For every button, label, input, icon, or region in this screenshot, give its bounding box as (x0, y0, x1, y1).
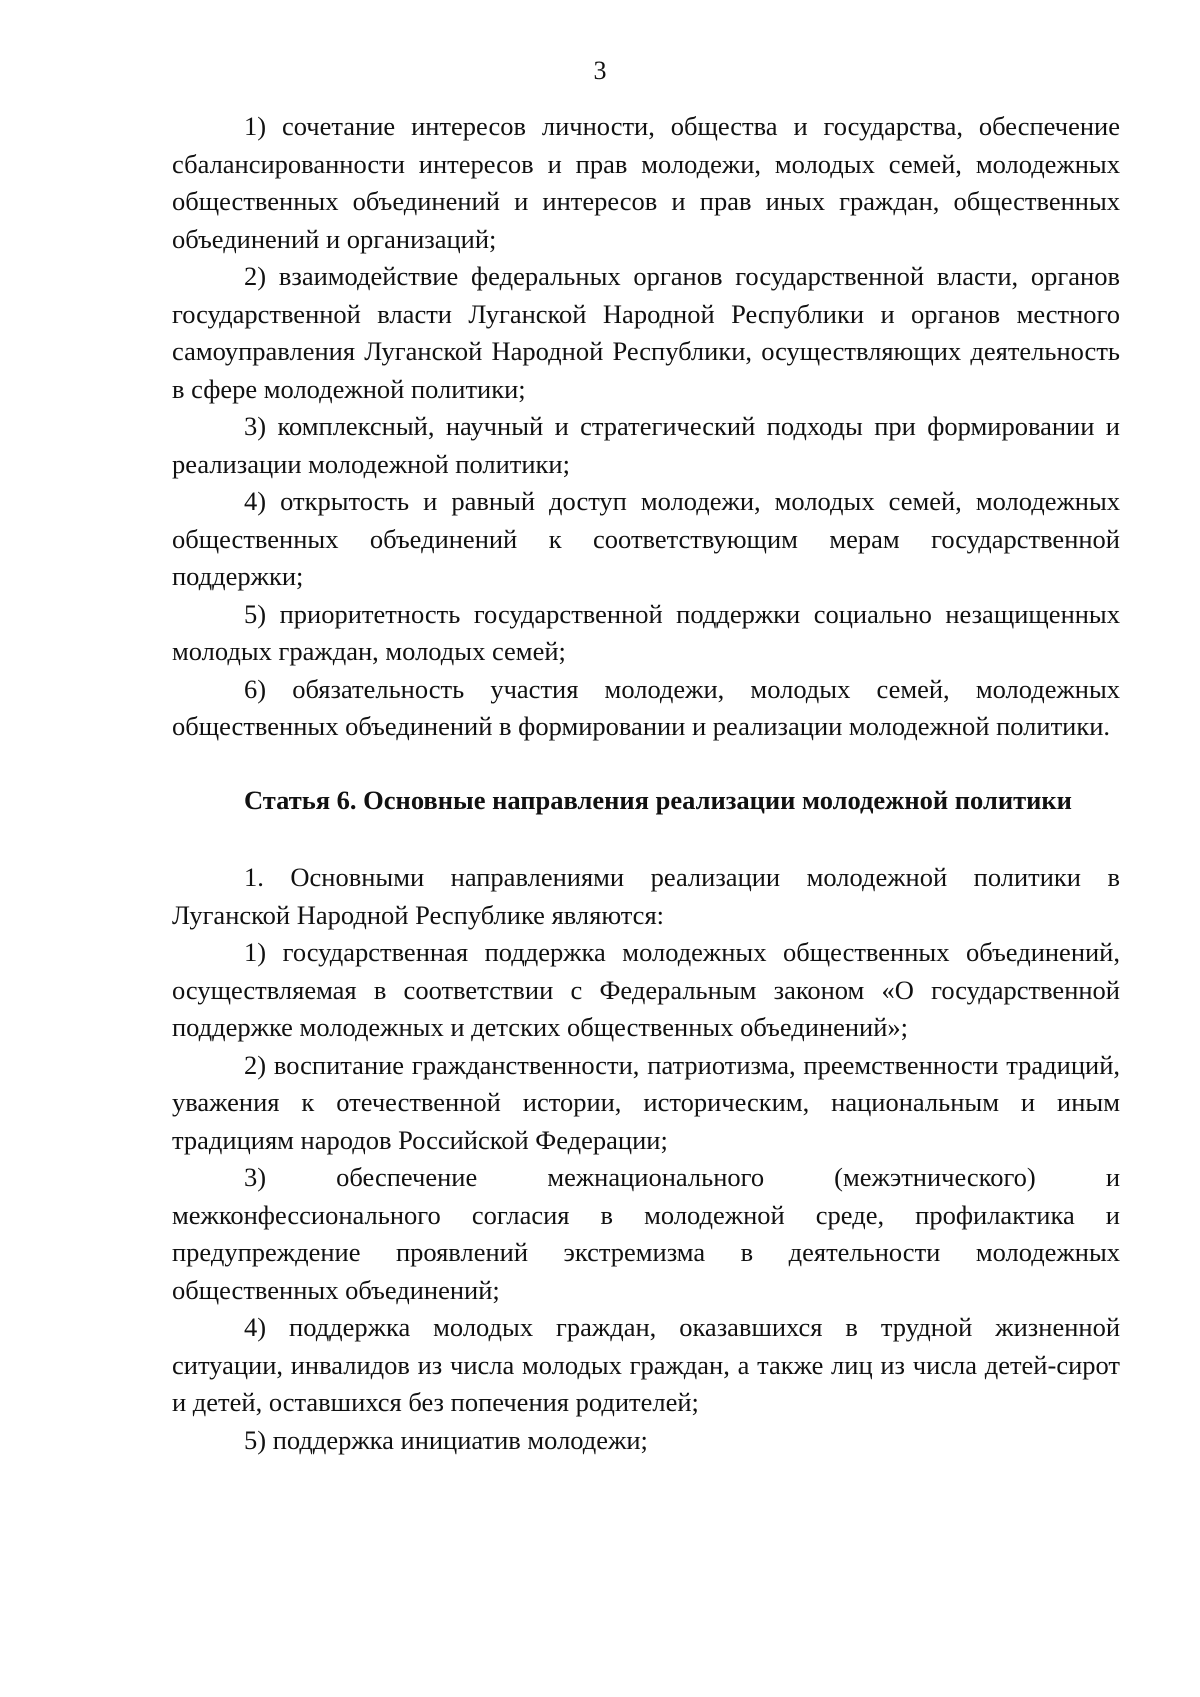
direction-item-1: 1) государственная поддержка молодежных общественных объединений, осуществляемая в соответствии с Федеральным законом «О государственной поддержке молодежных и детских общественных объединений»; (172, 937, 1120, 1042)
principle-item-3: 3) комплексный, научный и стратегический подходы при формировании и реализации молодежной политики; (172, 411, 1120, 479)
document-body (172, 108, 1120, 1459)
principle-item-5: 5) приоритетность государственной поддержки социально незащищенных молодых граждан, молодых семей; (172, 598, 1120, 666)
direction-item-5: 5) поддержка инициатив молодежи; (244, 1424, 648, 1455)
principle-item-1: 1) сочетание интересов личности, общества и государства, обеспечение сбалансированности интересов и прав молодежи, молодых семей, молодежных общественных объединений и интересов и прав иных граждан, общественных объединений и организаций; (172, 111, 1120, 254)
article-intro: 1. Основными направлениями реализации молодежной политики в Луганской Народной Республике являются: (172, 862, 1120, 930)
direction-item-2: 2) воспитание гражданственности, патриотизма, преемственности традиций, уважения к отечественной истории, историческим, национальным и иным традициям народов Российской Федерации; (172, 1049, 1120, 1155)
direction-item-4: 4) поддержка молодых граждан, оказавшихся в трудной жизненной ситуации, инвалидов из числа молодых граждан, а также лиц из числа детей-сирот и детей, оставшихся без попечения родителей; (172, 1312, 1120, 1417)
principle-item-2: 2) взаимодействие федеральных органов государственной власти, органов государственной власти Луганской Народной Республики и органов местного самоуправления Луганской Народной Республики, осуществляющих деятельность в сфере молодежной политики; (172, 261, 1120, 404)
principle-item-6: 6) обязательность участия молодежи, молодых семей, молодежных общественных объединений в формировании и реализации молодежной политики. (172, 673, 1120, 741)
principle-item-4: 4) открытость и равный доступ молодежи, молодых семей, молодежных общественных объединений к соответствующим мерам государственной поддержки; (172, 486, 1120, 591)
article-heading: Статья 6. Основные направления реализации молодежной политики (244, 784, 1072, 815)
page-number: 3 (593, 56, 607, 85)
direction-item-3: 3) обеспечение межнационального (межэтнического) и межконфессионального согласия в молодежной среде, профилактика и предупреждение проявлений экстремизма в деятельности молодежных общественных объединений; (172, 1162, 1120, 1305)
